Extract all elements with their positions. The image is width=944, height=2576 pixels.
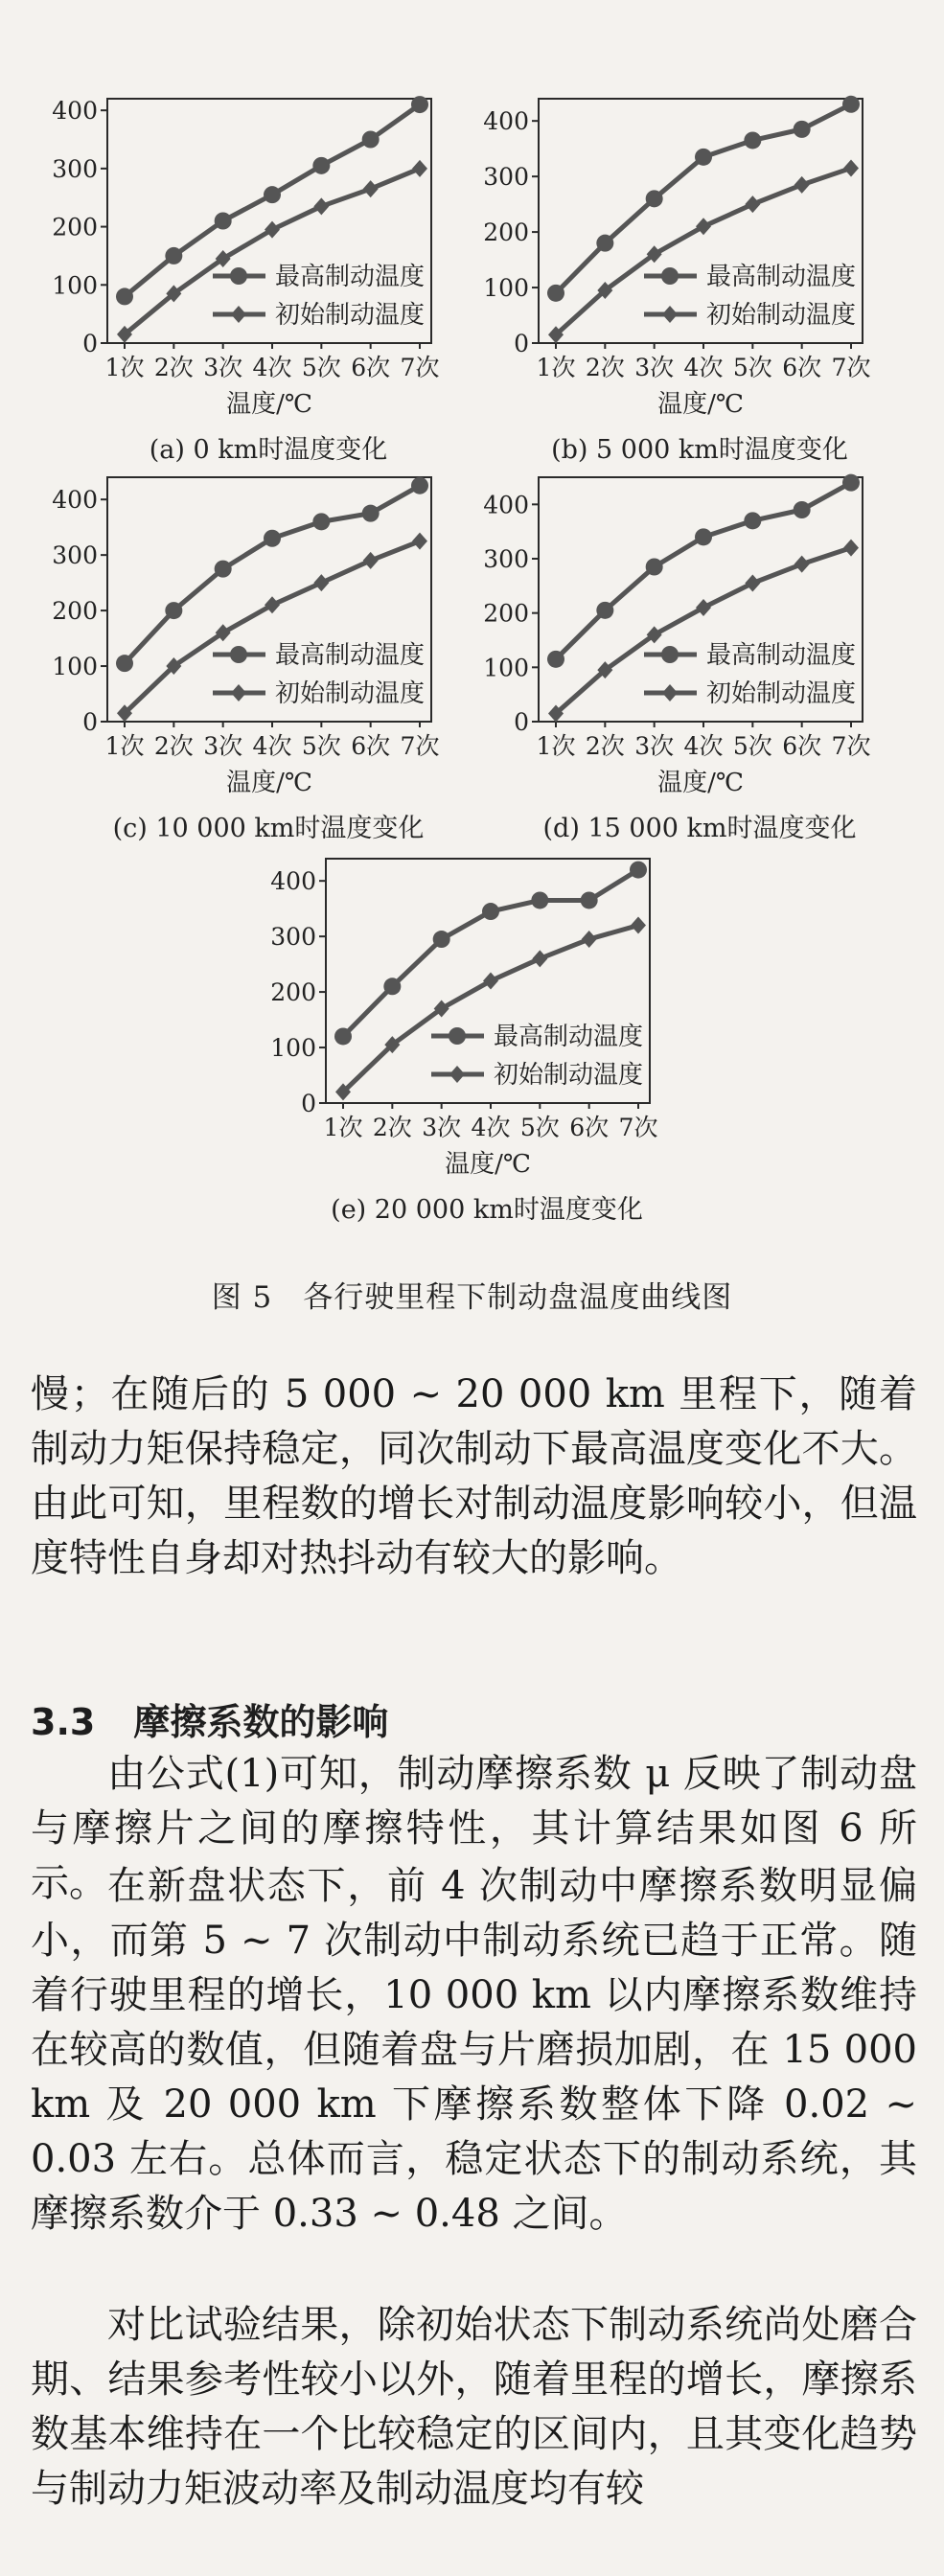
x-tick-label: 2次 <box>153 732 194 760</box>
x-axis-label: 温度/℃ <box>226 390 312 419</box>
y-tick-label: 300 <box>270 923 316 952</box>
y-tick-label: 400 <box>483 491 529 519</box>
chart-caption: (c) 10 000 km时温度变化 <box>112 814 425 843</box>
data-point-max-temp <box>842 474 860 492</box>
data-point-max-temp <box>794 121 811 138</box>
data-point-initial-temp <box>313 574 329 591</box>
data-point-max-temp <box>334 1027 352 1045</box>
data-point-max-temp <box>581 891 598 908</box>
x-tick-label: 3次 <box>634 354 675 381</box>
y-tick-label: 400 <box>52 486 98 515</box>
y-tick-label: 100 <box>52 653 98 681</box>
data-point-initial-temp <box>794 176 810 194</box>
data-point-max-temp <box>165 602 182 619</box>
y-tick-label: 100 <box>270 1034 316 1063</box>
data-point-max-temp <box>646 190 663 207</box>
legend-marker-initial-temp <box>231 306 246 323</box>
data-point-initial-temp <box>313 197 329 215</box>
chart-caption: (a) 0 km时温度变化 <box>149 435 388 465</box>
y-tick-label: 200 <box>483 599 529 628</box>
legend-marker-initial-temp <box>231 684 246 702</box>
x-tick-label: 1次 <box>104 732 145 760</box>
data-point-max-temp <box>312 157 330 174</box>
paragraph-1: 慢；在随后的 5 000 ~ 20 000 km 里程下，随着制动力矩保持稳定，同次制动下最高温度变化不大。由此可知，里程数的增长对制动温度影响较小，但温度特性自身却对热抖动有较大的影响。 <box>31 1372 917 1580</box>
x-tick-label: 5次 <box>519 1114 560 1141</box>
x-tick-label: 4次 <box>252 732 292 760</box>
legend-label: 最高制动温度 <box>494 1023 644 1051</box>
data-point-max-temp <box>794 501 811 518</box>
chart-panel-a <box>52 91 470 484</box>
data-point-initial-temp <box>582 931 597 948</box>
x-axis-label: 温度/℃ <box>445 1150 531 1179</box>
x-tick-label: 7次 <box>400 354 440 381</box>
data-point-max-temp <box>264 186 281 203</box>
legend-marker-max-temp <box>230 646 247 663</box>
legend-label: 初始制动温度 <box>494 1061 644 1090</box>
y-tick-label: 100 <box>52 271 98 300</box>
data-point-max-temp <box>695 528 712 545</box>
data-point-max-temp <box>165 247 182 264</box>
x-tick-label: 6次 <box>782 732 822 760</box>
line-chart-a <box>52 91 470 484</box>
y-tick-label: 200 <box>52 213 98 242</box>
x-tick-label: 4次 <box>683 354 724 381</box>
x-tick-label: 4次 <box>252 354 292 381</box>
legend-marker-max-temp <box>230 267 247 285</box>
data-point-max-temp <box>482 903 499 920</box>
x-tick-label: 2次 <box>585 354 625 381</box>
section-number: 3.3 <box>31 1701 96 1743</box>
x-tick-label: 4次 <box>683 732 724 760</box>
x-tick-label: 7次 <box>618 1114 658 1141</box>
y-tick-label: 300 <box>483 163 529 192</box>
legend-marker-initial-temp <box>662 684 678 702</box>
x-tick-label: 5次 <box>301 732 341 760</box>
data-point-max-temp <box>744 512 761 529</box>
y-tick-label: 0 <box>301 1090 316 1117</box>
data-point-initial-temp <box>696 218 711 235</box>
paragraph-3: 在新盘状态下，前 4 次制动中摩擦系数明显偏小，而第 5 ~ 7 次制动中制动系统已趋于正常。随着行驶里程的增长，10 000 km 以内摩擦系数维持在较高的数值，但随着盘与片磨损加剧，在 15 000 km 及 20 000 km 下摩擦系数整体下降 0.02 ~ 0.03 左右。总体而言，稳定状态下的制动系统，其摩擦系数介于 0.33 ~ 0.48 之间。 <box>31 1864 917 2236</box>
x-tick-label: 6次 <box>351 732 391 760</box>
data-point-initial-temp <box>631 917 646 934</box>
x-tick-label: 6次 <box>351 354 391 381</box>
line-chart-c <box>52 470 470 862</box>
x-tick-label: 6次 <box>782 354 822 381</box>
data-point-initial-temp <box>265 221 280 239</box>
paragraph-4: 对比试验结果，除初始状态下制动系统尚处磨合期、结果参考性较小以外，随着里程的增长，摩擦系数基本维持在一个比较稳定的区间内，且其变化趋势与制动力矩波动率及制动温度均有较 <box>31 2303 917 2511</box>
y-tick-label: 400 <box>270 867 316 896</box>
line-chart-e <box>270 851 688 1244</box>
data-point-max-temp <box>547 651 564 668</box>
y-tick-label: 400 <box>483 107 529 136</box>
data-point-max-temp <box>630 862 647 879</box>
chart-caption: (b) 5 000 km时温度变化 <box>551 435 848 465</box>
x-tick-label: 2次 <box>372 1114 412 1141</box>
legend-marker-max-temp <box>449 1027 466 1045</box>
legend-marker-max-temp <box>661 646 679 663</box>
x-tick-label: 1次 <box>323 1114 363 1141</box>
data-point-max-temp <box>312 513 330 530</box>
data-point-max-temp <box>547 285 564 302</box>
data-point-max-temp <box>596 235 613 252</box>
legend-marker-max-temp <box>661 267 679 285</box>
data-point-initial-temp <box>265 596 280 613</box>
data-point-max-temp <box>215 561 232 578</box>
legend-label: 最高制动温度 <box>275 263 426 291</box>
chart-panel-d <box>483 470 901 862</box>
legend-label: 初始制动温度 <box>706 301 857 330</box>
data-point-max-temp <box>411 96 428 113</box>
y-tick-label: 200 <box>52 597 98 626</box>
y-tick-label: 300 <box>52 154 98 183</box>
x-tick-label: 4次 <box>471 1114 511 1141</box>
data-point-max-temp <box>596 602 613 619</box>
data-point-max-temp <box>842 96 860 113</box>
data-point-initial-temp <box>412 160 427 177</box>
section-title: 摩擦系数的影响 <box>133 1701 389 1743</box>
chart-caption: (e) 20 000 km时温度变化 <box>331 1195 643 1225</box>
data-point-initial-temp <box>412 533 427 550</box>
data-point-max-temp <box>646 559 663 576</box>
x-tick-label: 7次 <box>400 732 440 760</box>
x-tick-label: 5次 <box>301 354 341 381</box>
legend-label: 最高制动温度 <box>706 263 857 291</box>
data-point-initial-temp <box>794 556 810 573</box>
y-tick-label: 0 <box>514 708 529 736</box>
x-tick-label: 7次 <box>831 732 871 760</box>
legend-label: 初始制动温度 <box>275 301 426 330</box>
figure-caption: 图 5 各行驶里程下制动盘温度曲线图 <box>211 1280 733 1315</box>
x-tick-label: 6次 <box>569 1114 610 1141</box>
legend-label: 最高制动温度 <box>706 641 857 670</box>
line-chart-d <box>483 470 901 862</box>
y-tick-label: 100 <box>483 274 529 303</box>
data-point-initial-temp <box>843 159 859 176</box>
chart-panel-b <box>483 91 901 484</box>
data-point-initial-temp <box>532 950 547 967</box>
data-point-max-temp <box>744 131 761 149</box>
paragraph-2: 由公式(1)可知，制动摩擦系数 μ 反映了制动盘与摩擦片之间的摩擦特性，其计算结果如图 6 所示。 <box>31 1752 917 1905</box>
data-point-max-temp <box>362 131 380 149</box>
y-tick-label: 400 <box>52 97 98 126</box>
data-point-max-temp <box>433 931 450 948</box>
y-tick-label: 0 <box>514 330 529 357</box>
x-axis-label: 温度/℃ <box>657 769 744 797</box>
data-point-max-temp <box>383 978 401 995</box>
legend-marker-initial-temp <box>449 1066 465 1083</box>
data-point-initial-temp <box>843 540 859 557</box>
y-tick-label: 0 <box>82 708 98 736</box>
data-point-initial-temp <box>363 180 379 197</box>
data-point-max-temp <box>362 505 380 522</box>
data-point-max-temp <box>531 891 548 908</box>
section-heading <box>31 1692 917 1745</box>
legend-label: 初始制动温度 <box>706 679 857 708</box>
x-tick-label: 1次 <box>536 732 576 760</box>
x-tick-label: 3次 <box>422 1114 462 1141</box>
x-tick-label: 5次 <box>732 732 772 760</box>
chart-panel-c <box>52 470 470 862</box>
x-tick-label: 3次 <box>203 732 243 760</box>
data-point-max-temp <box>116 655 133 672</box>
x-axis-label: 温度/℃ <box>657 390 744 419</box>
data-point-max-temp <box>116 288 133 305</box>
data-point-max-temp <box>215 213 232 230</box>
x-tick-label: 2次 <box>153 354 194 381</box>
data-point-max-temp <box>695 149 712 166</box>
chart-caption: (d) 15 000 km时温度变化 <box>542 814 857 843</box>
data-point-initial-temp <box>363 552 379 569</box>
data-point-max-temp <box>264 530 281 547</box>
line-chart-b <box>483 91 901 484</box>
data-point-initial-temp <box>483 973 498 990</box>
x-tick-label: 2次 <box>585 732 625 760</box>
y-tick-label: 200 <box>270 978 316 1007</box>
x-tick-label: 3次 <box>203 354 243 381</box>
x-tick-label: 1次 <box>536 354 576 381</box>
x-tick-label: 3次 <box>634 732 675 760</box>
data-point-initial-temp <box>696 599 711 616</box>
x-tick-label: 5次 <box>732 354 772 381</box>
data-point-max-temp <box>411 477 428 494</box>
legend-label: 最高制动温度 <box>275 641 426 670</box>
x-tick-label: 1次 <box>104 354 145 381</box>
legend-marker-initial-temp <box>662 306 678 323</box>
legend-label: 初始制动温度 <box>275 679 426 708</box>
y-tick-label: 300 <box>483 545 529 573</box>
y-tick-label: 300 <box>52 541 98 570</box>
chart-panel-e <box>270 851 688 1244</box>
y-tick-label: 100 <box>483 654 529 682</box>
data-point-initial-temp <box>745 196 760 213</box>
y-tick-label: 0 <box>82 330 98 357</box>
x-tick-label: 7次 <box>831 354 871 381</box>
x-axis-label: 温度/℃ <box>226 769 312 797</box>
data-point-initial-temp <box>745 575 760 592</box>
y-tick-label: 200 <box>483 218 529 247</box>
